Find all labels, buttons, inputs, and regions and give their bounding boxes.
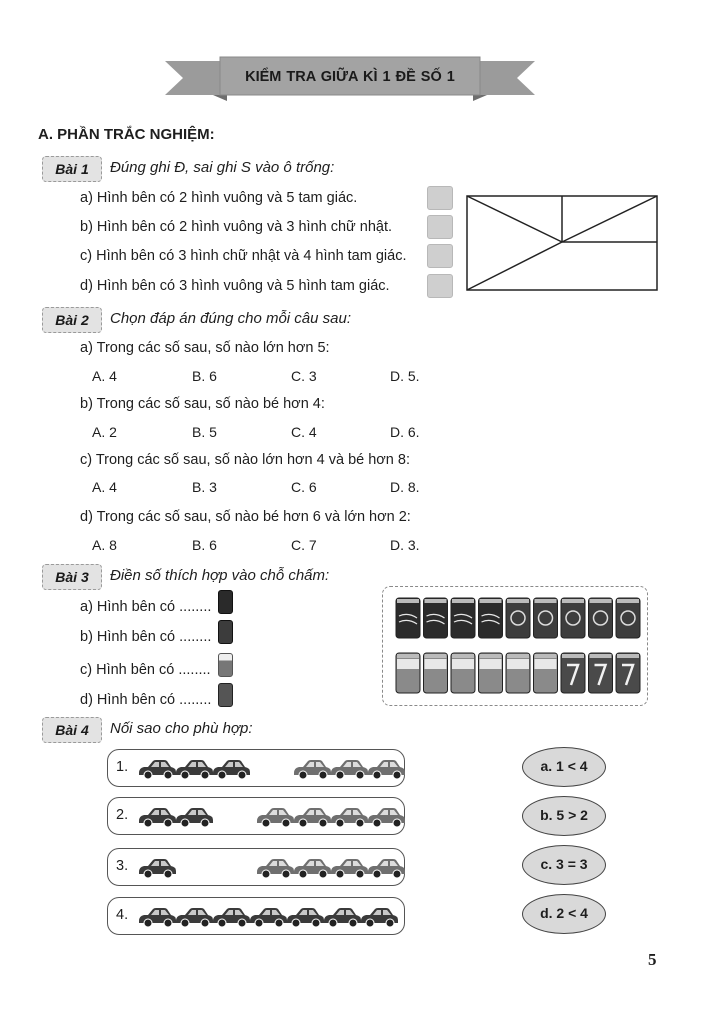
7up-can-icon	[589, 653, 613, 693]
car-row-number: 2.	[116, 807, 129, 823]
bai2-title: Chọn đáp án đúng cho mỗi câu sau:	[110, 310, 352, 327]
bai3-title: Điền số thích hợp vào chỗ chấm:	[110, 567, 330, 584]
bai2-question-a: a) Trong các số sau, số nào lớn hơn 5:	[80, 340, 330, 356]
bai2-b-option-a[interactable]: A. 2	[92, 424, 117, 440]
bai2-b-option-b[interactable]: B. 5	[192, 424, 217, 440]
car-icon	[287, 908, 324, 927]
bai1-item-a: a) Hình bên có 2 hình vuông và 5 tam giác.	[80, 190, 358, 206]
bai2-c-option-d[interactable]: D. 8.	[390, 479, 420, 495]
car-icon	[331, 859, 368, 878]
bai1-title: Đúng ghi Đ, sai ghi S vào ô trống:	[110, 159, 335, 176]
bai2-a-option-c[interactable]: C. 3	[291, 368, 317, 384]
car-icon	[213, 760, 250, 779]
car-icon	[176, 808, 213, 827]
car-icon	[368, 859, 405, 878]
car-icon	[257, 859, 294, 878]
car-icon	[368, 760, 405, 779]
car-row-3[interactable]	[107, 848, 405, 886]
bai2-b-option-d[interactable]: D. 6.	[390, 424, 420, 440]
car-icon	[257, 808, 294, 827]
pepsi-can-icon	[589, 598, 613, 638]
section-a-title: A. PHẦN TRẮC NGHIỆM:	[38, 126, 215, 143]
bai2-c-option-c[interactable]: C. 6	[291, 479, 317, 495]
car-icon	[368, 808, 405, 827]
pepsi-can-icon	[561, 598, 585, 638]
car-row-number: 4.	[116, 907, 129, 923]
tuborg-can-icon	[396, 653, 420, 693]
answer-option-a[interactable]: a. 1 < 4	[522, 747, 606, 787]
bai2-a-option-a[interactable]: A. 4	[92, 368, 117, 384]
cars-group	[126, 799, 406, 833]
car-icon	[213, 908, 250, 927]
car-icon	[294, 760, 331, 779]
car-icon	[331, 760, 368, 779]
page-title: KIỂM TRA GIỮA KÌ 1 ĐỀ SỐ 1	[245, 69, 455, 85]
answer-option-d[interactable]: d. 2 < 4	[522, 894, 606, 934]
bai2-a-option-b[interactable]: B. 6	[192, 368, 217, 384]
7up-can-icon	[218, 683, 233, 707]
cars-group	[126, 850, 406, 884]
drinks-picture	[382, 586, 648, 706]
car-row-number: 1.	[116, 759, 129, 775]
page-number: 5	[648, 950, 657, 969]
bai1-item-b: b) Hình bên có 2 hình vuông và 3 hình chữ nhật.	[80, 219, 393, 235]
answer-option-b[interactable]: b. 5 > 2	[522, 796, 606, 836]
tuborg-can-icon	[218, 653, 233, 677]
bai3-item-c: c) Hình bên có ........	[80, 662, 211, 678]
answer-box-c[interactable]	[427, 244, 453, 268]
answer-box-b[interactable]	[427, 215, 453, 239]
7up-can-icon	[561, 653, 585, 693]
car-icon	[294, 808, 331, 827]
bai2-c-option-a[interactable]: A. 4	[92, 479, 117, 495]
car-row-1[interactable]	[107, 749, 405, 787]
bai3-item-d: d) Hình bên có ........	[80, 692, 212, 708]
bai2-question-b: b) Trong các số sau, số nào bé hơn 4:	[80, 396, 325, 412]
coca-cola-can-icon	[424, 598, 448, 638]
car-icon	[331, 808, 368, 827]
car-row-2[interactable]	[107, 797, 405, 835]
bai2-tag: Bài 2	[42, 307, 102, 333]
bai4-title: Nối sao cho phù hợp:	[110, 720, 253, 737]
car-icon	[176, 760, 213, 779]
car-icon	[361, 908, 398, 927]
pepsi-can-icon	[616, 598, 640, 638]
cars-group	[126, 899, 406, 933]
tuborg-can-icon	[506, 653, 530, 693]
car-icon	[250, 908, 287, 927]
car-icon	[139, 808, 176, 827]
bai2-question-c: c) Trong các số sau, số nào lớn hơn 4 và bé hơn 8:	[80, 452, 410, 468]
coca-cola-can-icon	[218, 590, 233, 614]
bai1-item-c: c) Hình bên có 3 hình chữ nhật và 4 hình tam giác.	[80, 248, 407, 264]
geometry-figure	[466, 195, 658, 291]
tuborg-can-icon	[479, 653, 503, 693]
bai2-a-option-d[interactable]: D. 5.	[390, 368, 420, 384]
coca-cola-can-icon	[451, 598, 475, 638]
pepsi-can-icon	[506, 598, 530, 638]
bai3-item-b: b) Hình bên có ........	[80, 629, 212, 645]
bai2-d-option-d[interactable]: D. 3.	[390, 537, 420, 553]
pepsi-can-icon	[218, 620, 233, 644]
bai2-d-option-a[interactable]: A. 8	[92, 537, 117, 553]
bai2-c-option-b[interactable]: B. 3	[192, 479, 217, 495]
bai3-tag: Bài 3	[42, 564, 102, 590]
car-row-4[interactable]	[107, 897, 405, 935]
answer-box-d[interactable]	[427, 274, 453, 298]
car-icon	[139, 908, 176, 927]
tuborg-can-icon	[534, 653, 558, 693]
tuborg-can-icon	[451, 653, 475, 693]
bai2-b-option-c[interactable]: C. 4	[291, 424, 317, 440]
car-icon	[139, 760, 176, 779]
answer-box-a[interactable]	[427, 186, 453, 210]
pepsi-can-icon	[534, 598, 558, 638]
cans-illustration	[383, 587, 646, 704]
bai2-d-option-b[interactable]: B. 6	[192, 537, 217, 553]
bai2-question-d: d) Trong các số sau, số nào bé hơn 6 và lớn hơn 2:	[80, 509, 411, 525]
bai1-item-d: d) Hình bên có 3 hình vuông và 5 hình tam giác.	[80, 278, 390, 294]
answer-option-c[interactable]: c. 3 = 3	[522, 845, 606, 885]
bai4-tag: Bài 4	[42, 717, 102, 743]
bai2-d-option-c[interactable]: C. 7	[291, 537, 317, 553]
tuborg-can-icon	[424, 653, 448, 693]
bai3-item-a: a) Hình bên có ........	[80, 599, 212, 615]
car-icon	[139, 859, 176, 878]
coca-cola-can-icon	[479, 598, 503, 638]
car-icon	[176, 908, 213, 927]
coca-cola-can-icon	[396, 598, 420, 638]
cars-group	[126, 751, 406, 785]
car-icon	[294, 859, 331, 878]
7up-can-icon	[616, 653, 640, 693]
car-row-number: 3.	[116, 858, 129, 874]
bai1-tag: Bài 1	[42, 156, 102, 182]
car-icon	[324, 908, 361, 927]
